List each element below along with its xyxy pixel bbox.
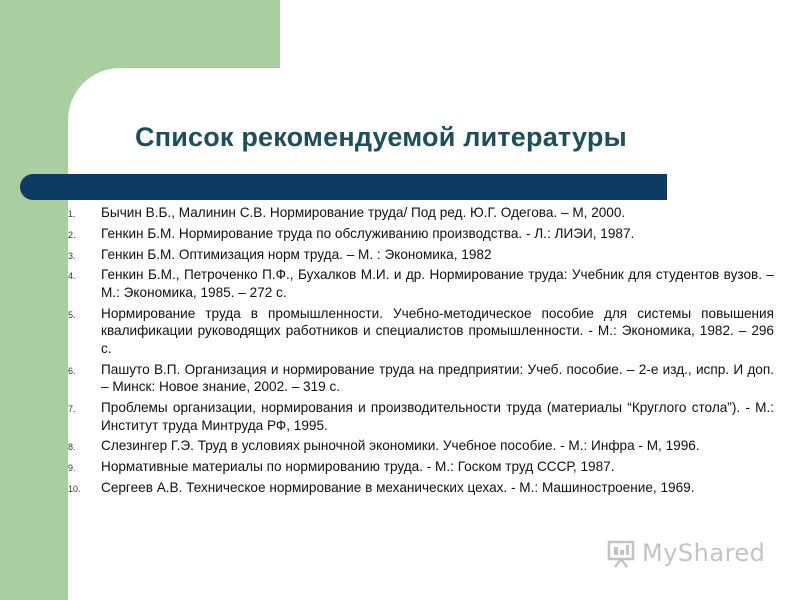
list-item — [68, 305, 774, 358]
item-number: 3. — [68, 250, 76, 261]
item-text: Нормативные материалы по нормированию труда. - М.: Госком труд СССР, 1987. — [101, 459, 615, 475]
item-text: Пашуто В.П. Организация и нормирование труда на предприятии: Учеб. пособие. – 2-е изд., испр. И доп. – Минск: Новое знание, 2002. – 319 с. — [101, 361, 774, 395]
item-text: Нормирование труда в промышленности. Учебно-методическое пособие для системы повышения квалификации руководящих работников и специалистов промышленности. - М.: Экономика, 1982. – 296 с. — [101, 305, 774, 356]
list-item — [68, 361, 774, 396]
list-item — [68, 246, 774, 264]
item-number: 9. — [68, 463, 76, 474]
item-number: 6. — [68, 365, 76, 376]
presentation-board-icon — [606, 539, 636, 569]
item-text: Генкин Б.М. Оптимизация норм труда. – М. : Экономика, 1982 — [101, 246, 492, 262]
item-text: Сергеев А.В. Техническое нормирование в механических цехах. - М.: Машиностроение, 1969. — [101, 480, 695, 495]
watermark-text: MyShared — [642, 539, 766, 567]
list-item — [68, 225, 774, 243]
item-number: 10. — [68, 484, 81, 494]
item-text: Проблемы организации, нормирования и производительности труда (материалы “Круглого стола”). - М.: Институт труда Минтруда РФ, 1995. — [101, 400, 774, 433]
list-item — [68, 437, 774, 455]
item-number: 2. — [68, 229, 76, 240]
item-text: Бычин В.Б., Малинин С.В. Нормирование труда/ Под ред. Ю.Г. Одегова. – М, 2000. — [101, 205, 626, 220]
item-number: 7. — [68, 404, 76, 415]
list-item — [68, 479, 774, 497]
list-item — [68, 399, 774, 434]
item-text: Генкин Б.М. Нормирование труда по обслуживанию производства. - Л.: ЛИЭИ, 1987. — [101, 225, 635, 241]
list-item — [68, 266, 774, 301]
item-text: Слезингер Г.Э. Труд в условиях рыночной экономики. Учебное пособие. - М.: Инфра - М, 1996. — [101, 438, 700, 454]
list-item — [68, 458, 774, 476]
reference-list — [68, 204, 774, 500]
title-underline-bar — [20, 174, 667, 200]
item-number: 1. — [68, 209, 76, 219]
item-number: 4. — [68, 271, 76, 282]
item-number: 8. — [68, 442, 76, 453]
list-item — [68, 204, 774, 222]
item-number: 5. — [68, 309, 76, 320]
item-text: Генкин Б.М., Петроченко П.Ф., Бухалков М.И. и др. Нормирование труда: Учебник для студентов вузов. – М.: Экономика, 1985. – 272 с. — [101, 267, 774, 300]
watermark-logo — [606, 535, 776, 575]
slide-title: Список рекомендуемой литературы — [135, 122, 627, 152]
